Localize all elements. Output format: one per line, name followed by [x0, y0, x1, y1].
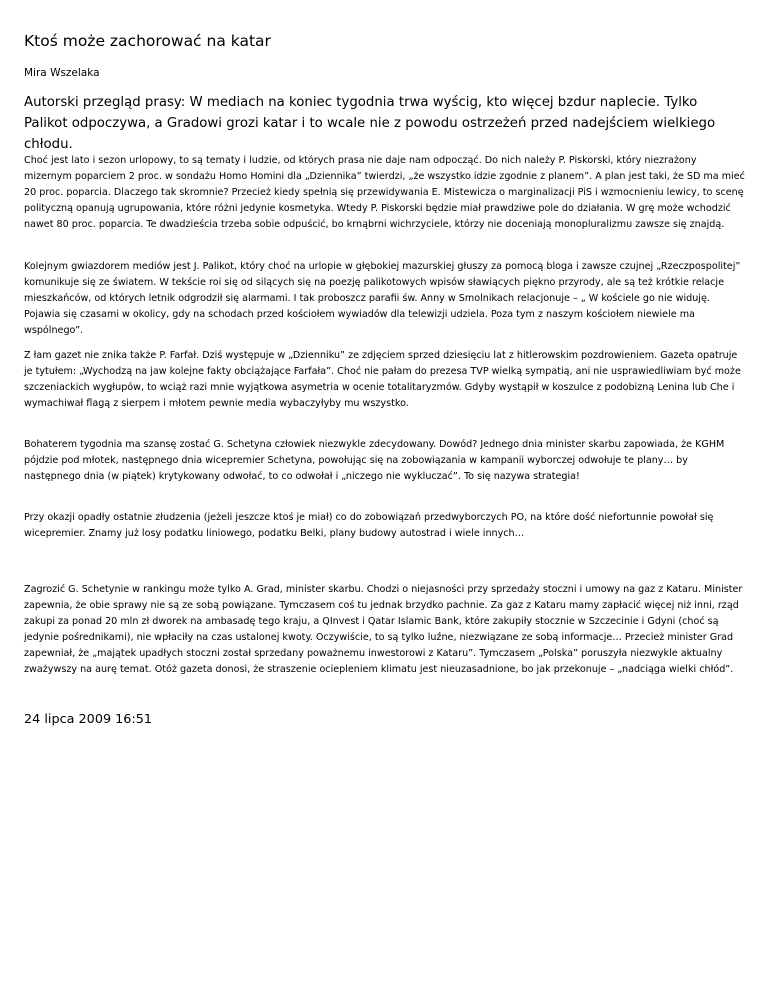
article-title: Ktoś może zachorować na katar [24, 32, 271, 50]
article-author: Mira Wszelaka [24, 67, 100, 79]
article-paragraph-3: Z łam gazet nie znika także P. Farfał. Dziś występuje w „Dzienniku” ze zdjęciem sprzed dziesięciu lat z hitlerowskim pozdrowieniem. Gazeta opatruje je tytułem: „Wychodzą na jaw kolejne fakty obciążające Farfała”. Choć nie pałam do prezesa TVP wielką sympatią, ani nie usprawiedliwiam być może szczeniackich wygłupów, to wciąż razi mnie wyjątkowa asymetria w ocenie totalitaryzmów. Gdyby wystąpił w koszulce z podobizną Lenina lub Che i wymachiwał flagą z sierpem i młotem pewnie media wybaczyłyby mu wszystko. [24, 350, 741, 409]
article-paragraph-1: Choć jest lato i sezon urlopowy, to są tematy i ludzie, od których prasa nie daje nam odpocząć. Do nich należy P. Piskorski, który niezrażony mizernym poparciem 2 proc. w sondażu Homo Homini dla „Dziennika” twierdzi, „że wszystko idzie zgodnie z planem”. A plan jest taki, że SD ma mieć 20 proc. poparcia. Dlaczego tak skromnie? Przecież kiedy spełnią się przewidywania E. Mistewicza o marginalizacji PiS i wzmocnieniu lewicy, to scenę polityczną opanują ugrupowania, które różni jedynie kosmetyka. Wtedy P. Piskorski będzie miał prawdziwe pole do działania. W grę może wchodzić nawet 80 proc. poparcia. Te dwadzieścia trzeba sobie odpuścić, bo krnąbrni wichrzyciele, którzy nie doceniają monopluralizmu zawsze się znajdą. [24, 155, 745, 230]
article-lead: Autorski przegląd prasy: W mediach na koniec tygodnia trwa wyścig, kto więcej bzdur naplecie. Tylko Palikot odpoczywa, a Gradowi grozi katar i to wcale nie z powodu ostrzeżeń przed nadejściem wielkiego chłodu. [24, 95, 716, 152]
article-paragraph-2: Kolejnym gwiazdorem mediów jest J. Palikot, który choć na urlopie w głębokiej mazurskiej głuszy za pomocą bloga i zawsze czujnej „Rzeczpospolitej” komunikuje się ze światem. W tekście roi się od silących się na poezję palikotowych wpisów sławiących piękno przyrody, ale są też krótkie relacje mieszkańców, od których letnik odgrodził się alarmami. I tak proboszcz parafii św. Anny w Smolnikach relacjonuje – „ W kościele go nie widuję. Pojawia się czasami w okolicy, gdy na schodach przed kościołem wywiadów dla telewizji udziela. Poza tym z naszym kościołem niewiele ma wspólnego”. [24, 261, 741, 336]
article-date: 24 lipca 2009 16:51 [24, 712, 153, 727]
article-paragraph-6: Zagrozić G. Schetynie w rankingu może tylko A. Grad, minister skarbu. Chodzi o niejasności przy sprzedaży stoczni i umowy na gaz z Kataru. Minister zapewnia, że obie sprawy nie są ze sobą powiązane. Tymczasem coś tu jednak brzydko pachnie. Za gaz z Kataru mamy zapłacić więcej niż inni, rząd zakupi za ponad 20 mln zł dworek na ambasadę tego kraju, a QInvest i Qatar Islamic Bank, które zakupiły stocznie w Szczecinie i Gdyni (choć są jedynie pośrednikami), nie wpłaciły na czas ustalonej kwoty. Oczywiście, to są tylko luźne, niezwiązane ze sobą informacje… Przecież minister Grad zapewniał, że „majątek upadłych stoczni został sprzedany poważnemu inwestorowi z Kataru”. Tymczasem „Polska” poruszyła niezwykle aktualny zważywszy na aurę temat. Otóż gazeta donosi, że straszenie ociepleniem klimatu jest nieuzasadnione, bo jak przekonuje – „nadciąga wielki chłód”. [24, 584, 743, 675]
article-paragraph-5: Przy okazji opadły ostatnie złudzenia (jeżeli jeszcze ktoś je miał) co do zobowiązań przedwyborczych PO, na które dość niefortunnie powołał się wicepremier. Znamy już losy podatku liniowego, podatku Belki, plany budowy autostrad i wiele innych… [24, 512, 714, 539]
article-paragraph-4: Bohaterem tygodnia ma szansę zostać G. Schetyna człowiek niezwykle zdecydowany. Dowód? Jednego dnia minister skarbu zapowiada, że KGHM pójdzie pod młotek, następnego dnia wicepremier Schetyna, powołując się na zobowiązania w kampanii wyborczej odwołuje te plany… by następnego dnia (w piątek) krytykowany odwołać, to co odwołał i „niczego nie wykluczać”. To się nazywa strategia! [24, 439, 725, 482]
